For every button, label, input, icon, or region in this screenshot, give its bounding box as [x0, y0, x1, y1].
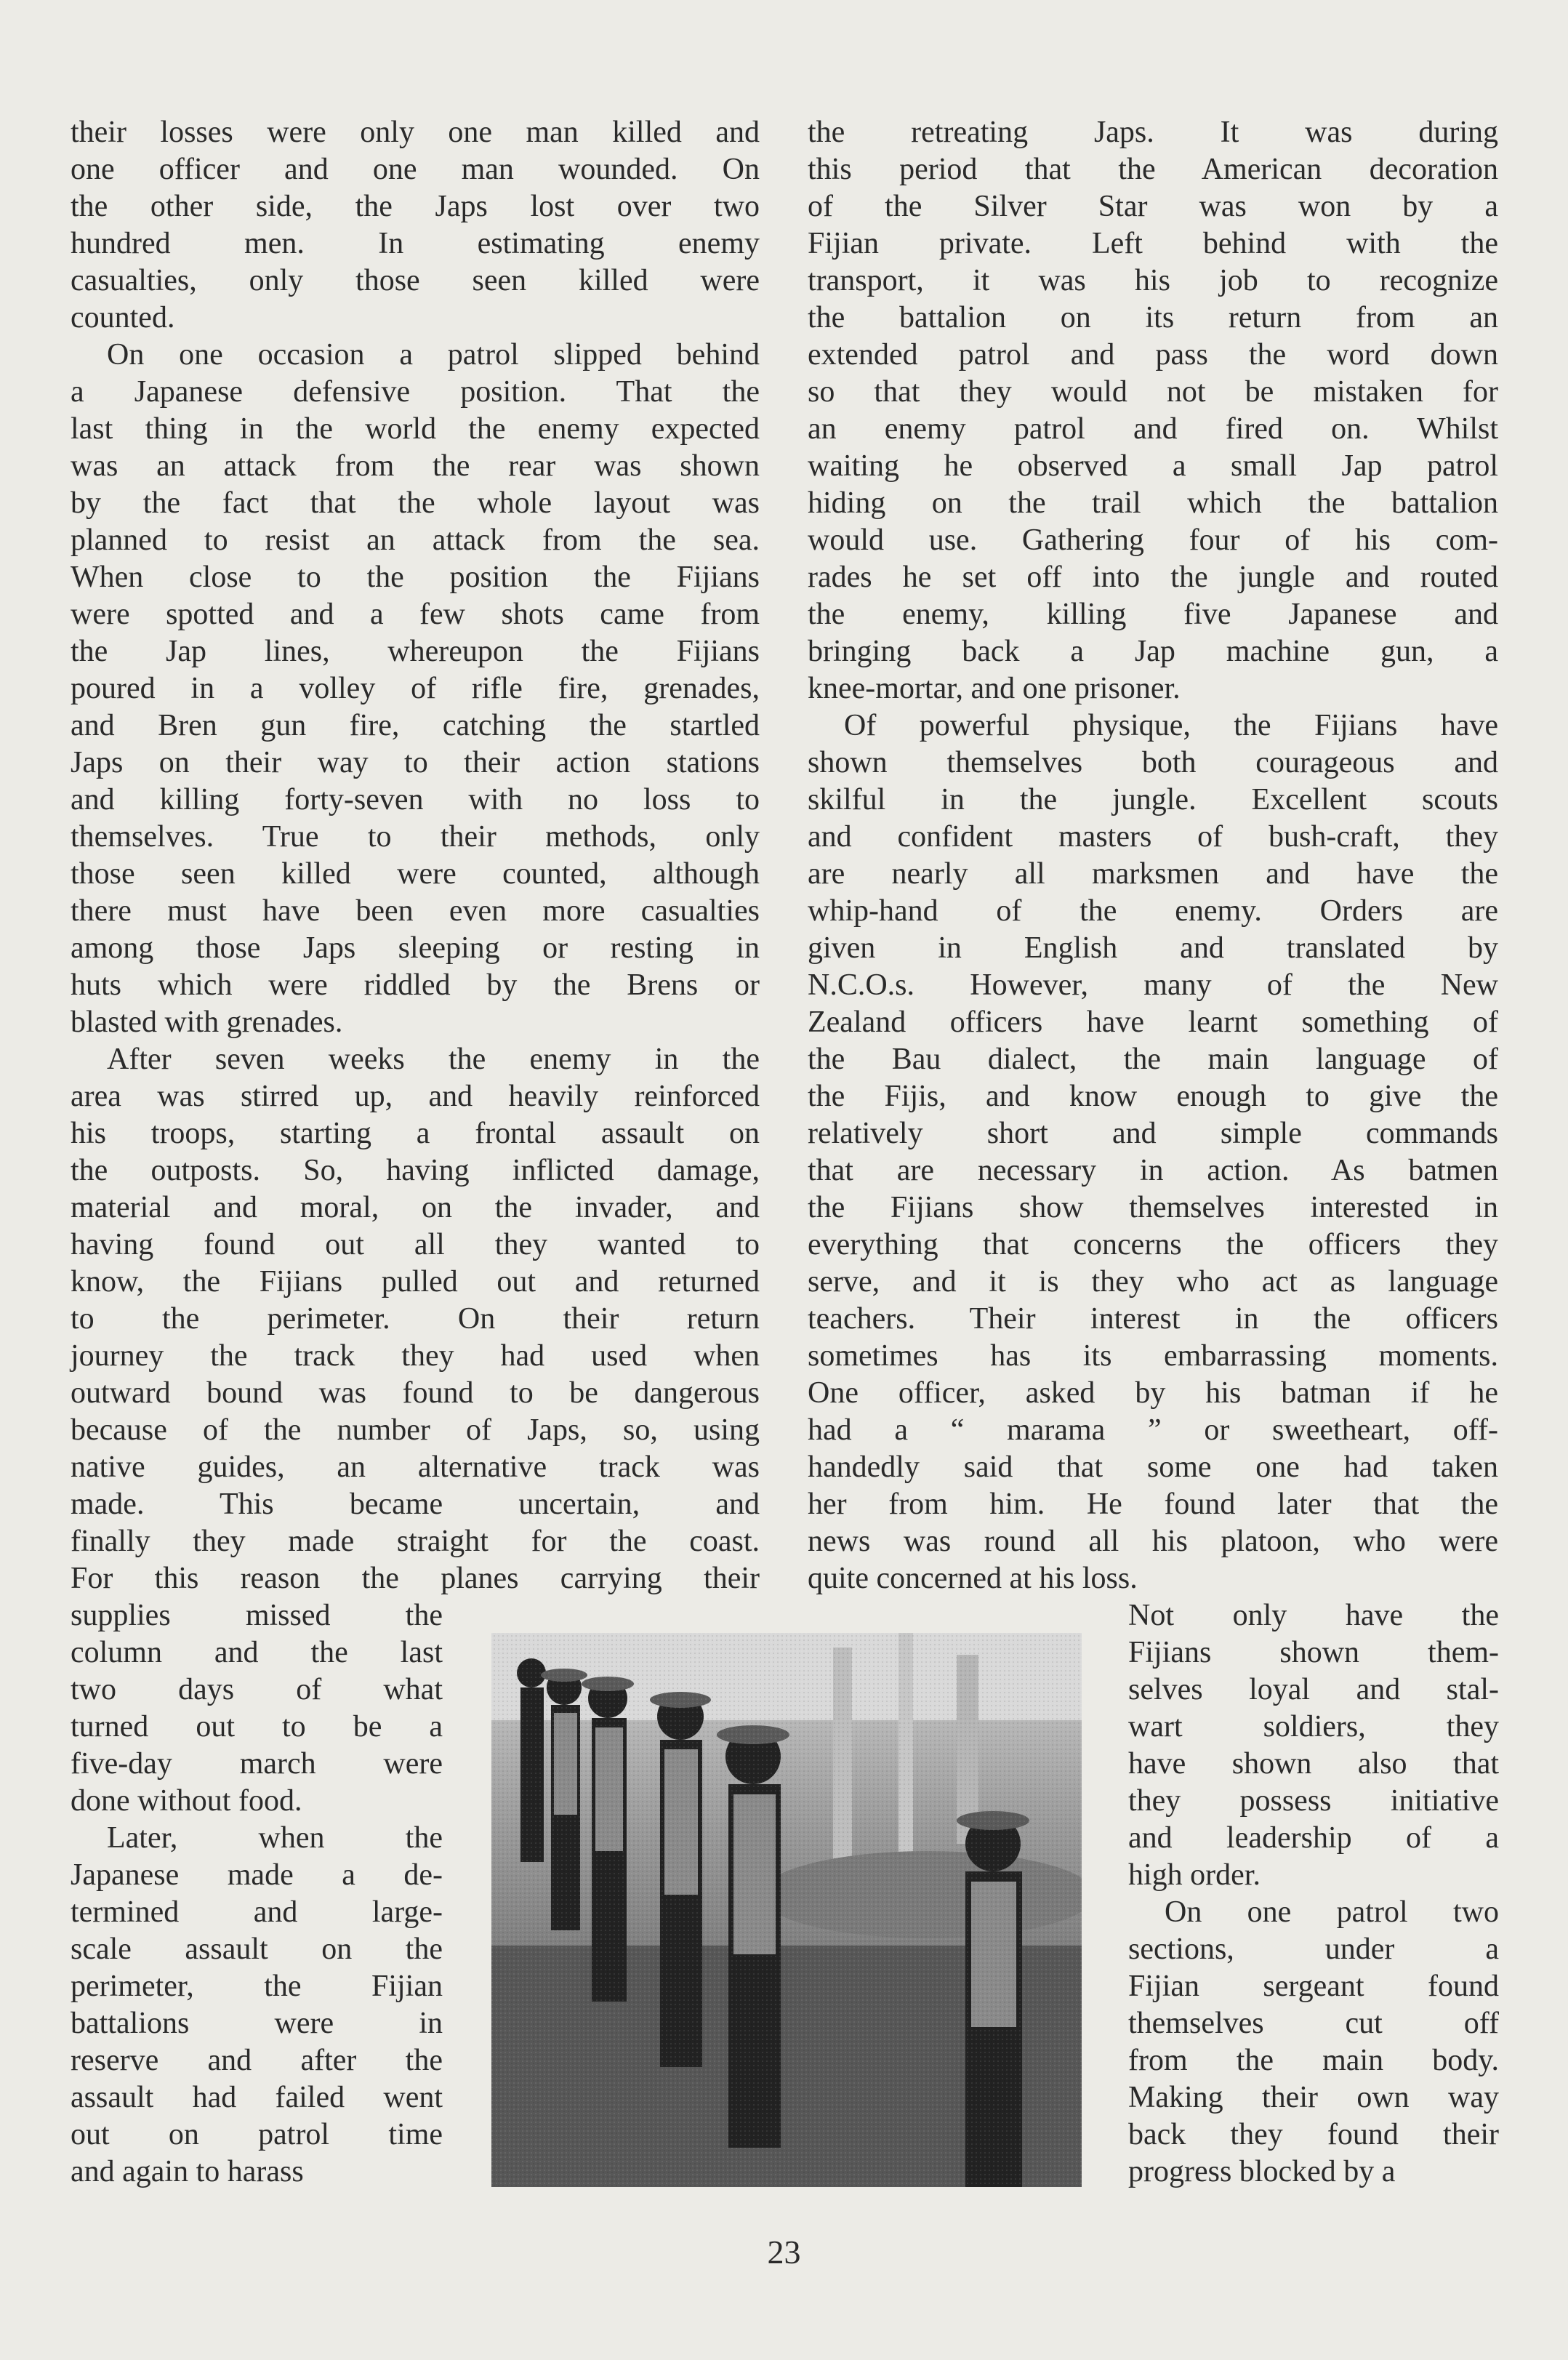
right-column-line: news was round all his platoon, who were — [808, 1525, 1498, 1558]
left-column-line: his troops, starting a frontal assault on — [71, 1117, 760, 1150]
left-column-line: area was stirred up, and heavily reinforced — [71, 1080, 760, 1113]
right-column-line: progress blocked by a — [1128, 2155, 1396, 2188]
right-column-line: shown themselves both courageous and — [808, 746, 1498, 779]
right-column-line: they possess initiative — [1128, 1784, 1499, 1818]
right-column-line: this period that the American decoration — [808, 153, 1498, 186]
right-column-line: Fijians shown them- — [1128, 1636, 1499, 1669]
left-column-line: blasted with grenades. — [71, 1006, 343, 1039]
right-column-line: an enemy patrol and fired on. Whilst — [808, 412, 1498, 446]
left-column-line: supplies missed the — [71, 1599, 443, 1632]
left-column-line: termined and large- — [71, 1895, 443, 1929]
right-column-line: serve, and it is they who act as language — [808, 1265, 1498, 1299]
right-column-line: N.C.O.s. However, many of the New — [808, 968, 1498, 1002]
right-column-line: Not only have the — [1128, 1599, 1499, 1632]
left-column-line: made. This became uncertain, and — [71, 1488, 760, 1521]
left-column-line: was an attack from the rear was shown — [71, 449, 760, 483]
left-column-line: After seven weeks the enemy in the — [107, 1043, 760, 1076]
right-column-line: are nearly all marksmen and have the — [808, 857, 1498, 891]
right-column-line: back they found their — [1128, 2118, 1499, 2151]
right-column-line: everything that concerns the officers they — [808, 1228, 1498, 1261]
right-column-line: transport, it was his job to recognize — [808, 264, 1498, 297]
left-column-line: a Japanese defensive position. That the — [71, 375, 760, 409]
right-column-line: Zealand officers have learnt something of — [808, 1006, 1498, 1039]
right-column-line: of the Silver Star was won by a — [808, 190, 1498, 223]
left-column-line: know, the Fijians pulled out and returned — [71, 1265, 760, 1299]
right-column-line: so that they would not be mistaken for — [808, 375, 1498, 409]
left-column-line: themselves. True to their methods, only — [71, 820, 760, 854]
left-column-line: On one occasion a patrol slipped behind — [107, 338, 760, 372]
right-column-line: had a “ marama ” or sweetheart, off- — [808, 1413, 1498, 1447]
left-column-line: and Bren gun fire, catching the startled — [71, 709, 760, 742]
right-column-line: and leadership of a — [1128, 1821, 1499, 1855]
left-column-line: their losses were only one man killed and — [71, 116, 760, 149]
right-column-line: sometimes has its embarrassing moments. — [808, 1339, 1498, 1373]
left-column-line: counted. — [71, 301, 175, 334]
left-column-line: the outposts. So, having inflicted damage, — [71, 1154, 760, 1187]
right-column-line: Fijian sergeant found — [1128, 1970, 1499, 2003]
left-column-line: those seen killed were counted, although — [71, 857, 760, 891]
right-column-line: Of powerful physique, the Fijians have — [844, 709, 1498, 742]
right-column-line: selves loyal and stal- — [1128, 1673, 1499, 1706]
right-column-line: the battalion on its return from an — [808, 301, 1498, 334]
right-column-line: given in English and translated by — [808, 931, 1498, 965]
left-column-line: out on patrol time — [71, 2118, 443, 2151]
right-column-line: wart soldiers, they — [1128, 1710, 1499, 1743]
left-column-line: outward bound was found to be dangerous — [71, 1376, 760, 1410]
left-column-line: turned out to be a — [71, 1710, 443, 1743]
right-column-line: the Bau dialect, the main language of — [808, 1043, 1498, 1076]
right-column-line: handedly said that some one had taken — [808, 1450, 1498, 1484]
right-column-line: teachers. Their interest in the officers — [808, 1302, 1498, 1336]
right-column-line: whip-hand of the enemy. Orders are — [808, 894, 1498, 928]
left-column-line: two days of what — [71, 1673, 443, 1706]
right-column-line: One officer, asked by his batman if he — [808, 1376, 1498, 1410]
right-column-line: the Fijians show themselves interested in — [808, 1191, 1498, 1224]
left-column-line: to the perimeter. On their return — [71, 1302, 760, 1336]
left-column-line: and again to harass — [71, 2155, 304, 2188]
left-column-line: were spotted and a few shots came from — [71, 598, 760, 631]
left-column-line: casualties, only those seen killed were — [71, 264, 760, 297]
left-column-line: When close to the position the Fijians — [71, 561, 760, 594]
right-column-line: the enemy, killing five Japanese and — [808, 598, 1498, 631]
right-column-line: knee-mortar, and one prisoner. — [808, 672, 1181, 705]
right-column-line: quite concerned at his loss. — [808, 1562, 1138, 1595]
right-column-line: and confident masters of bush-craft, they — [808, 820, 1498, 854]
left-column-line: the Jap lines, whereupon the Fijians — [71, 635, 760, 668]
right-column-line: Making their own way — [1128, 2081, 1499, 2114]
right-column-line: waiting he observed a small Jap patrol — [808, 449, 1498, 483]
left-column-line: material and moral, on the invader, and — [71, 1191, 760, 1224]
left-column-line: planned to resist an attack from the sea. — [71, 523, 760, 557]
left-column-line: last thing in the world the enemy expected — [71, 412, 760, 446]
left-column-line: Japanese made a de- — [71, 1858, 443, 1892]
right-column-line: her from him. He found later that the — [808, 1488, 1498, 1521]
left-column-line: and killing forty-seven with no loss to — [71, 783, 760, 816]
right-column-line: bringing back a Jap machine gun, a — [808, 635, 1498, 668]
right-column-line: that are necessary in action. As batmen — [808, 1154, 1498, 1187]
page-number: 23 — [767, 2233, 801, 2271]
left-column-line: huts which were riddled by the Brens or — [71, 968, 760, 1002]
right-column-line: themselves cut off — [1128, 2007, 1499, 2040]
left-column-line: native guides, an alternative track was — [71, 1450, 760, 1484]
right-column-line: On one patrol two — [1165, 1895, 1499, 1929]
left-column-line: done without food. — [71, 1784, 302, 1818]
left-column-line: journey the track they had used when — [71, 1339, 760, 1373]
right-column-line: relatively short and simple commands — [808, 1117, 1498, 1150]
left-column-line: among those Japs sleeping or resting in — [71, 931, 760, 965]
right-column-line: the Fijis, and know enough to give the — [808, 1080, 1498, 1113]
right-column-line: the retreating Japs. It was during — [808, 116, 1498, 149]
right-column-line: extended patrol and pass the word down — [808, 338, 1498, 372]
left-column-line: having found out all they wanted to — [71, 1228, 760, 1261]
left-column-line: poured in a volley of rifle fire, grenades, — [71, 672, 760, 705]
left-column-line: reserve and after the — [71, 2044, 443, 2077]
fijian-soldiers-photo — [491, 1633, 1082, 2187]
left-column-line: by the fact that the whole layout was — [71, 486, 760, 520]
left-column-line: there must have been even more casualties — [71, 894, 760, 928]
left-column-line: assault had failed went — [71, 2081, 443, 2114]
left-column-line: perimeter, the Fijian — [71, 1970, 443, 2003]
left-column-line: scale assault on the — [71, 1932, 443, 1966]
left-column-line: battalions were in — [71, 2007, 443, 2040]
left-column-line: finally they made straight for the coast. — [71, 1525, 760, 1558]
left-column-line: Later, when the — [107, 1821, 443, 1855]
left-column-line: Japs on their way to their action stations — [71, 746, 760, 779]
right-column-line: Fijian private. Left behind with the — [808, 227, 1498, 260]
left-column-line: because of the number of Japs, so, using — [71, 1413, 760, 1447]
left-column-line: For this reason the planes carrying their — [71, 1562, 760, 1595]
left-column-line: the other side, the Japs lost over two — [71, 190, 760, 223]
left-column-line: hundred men. In estimating enemy — [71, 227, 760, 260]
right-column-line: from the main body. — [1128, 2044, 1499, 2077]
right-column-line: sections, under a — [1128, 1932, 1499, 1966]
left-column-line: column and the last — [71, 1636, 443, 1669]
right-column-line: skilful in the jungle. Excellent scouts — [808, 783, 1498, 816]
right-column-line: have shown also that — [1128, 1747, 1499, 1781]
right-column-line: high order. — [1128, 1858, 1261, 1892]
right-column-line: would use. Gathering four of his com- — [808, 523, 1498, 557]
right-column-line: hiding on the trail which the battalion — [808, 486, 1498, 520]
left-column-line: one officer and one man wounded. On — [71, 153, 760, 186]
left-column-line: five-day march were — [71, 1747, 443, 1781]
right-column-line: rades he set off into the jungle and routed — [808, 561, 1498, 594]
